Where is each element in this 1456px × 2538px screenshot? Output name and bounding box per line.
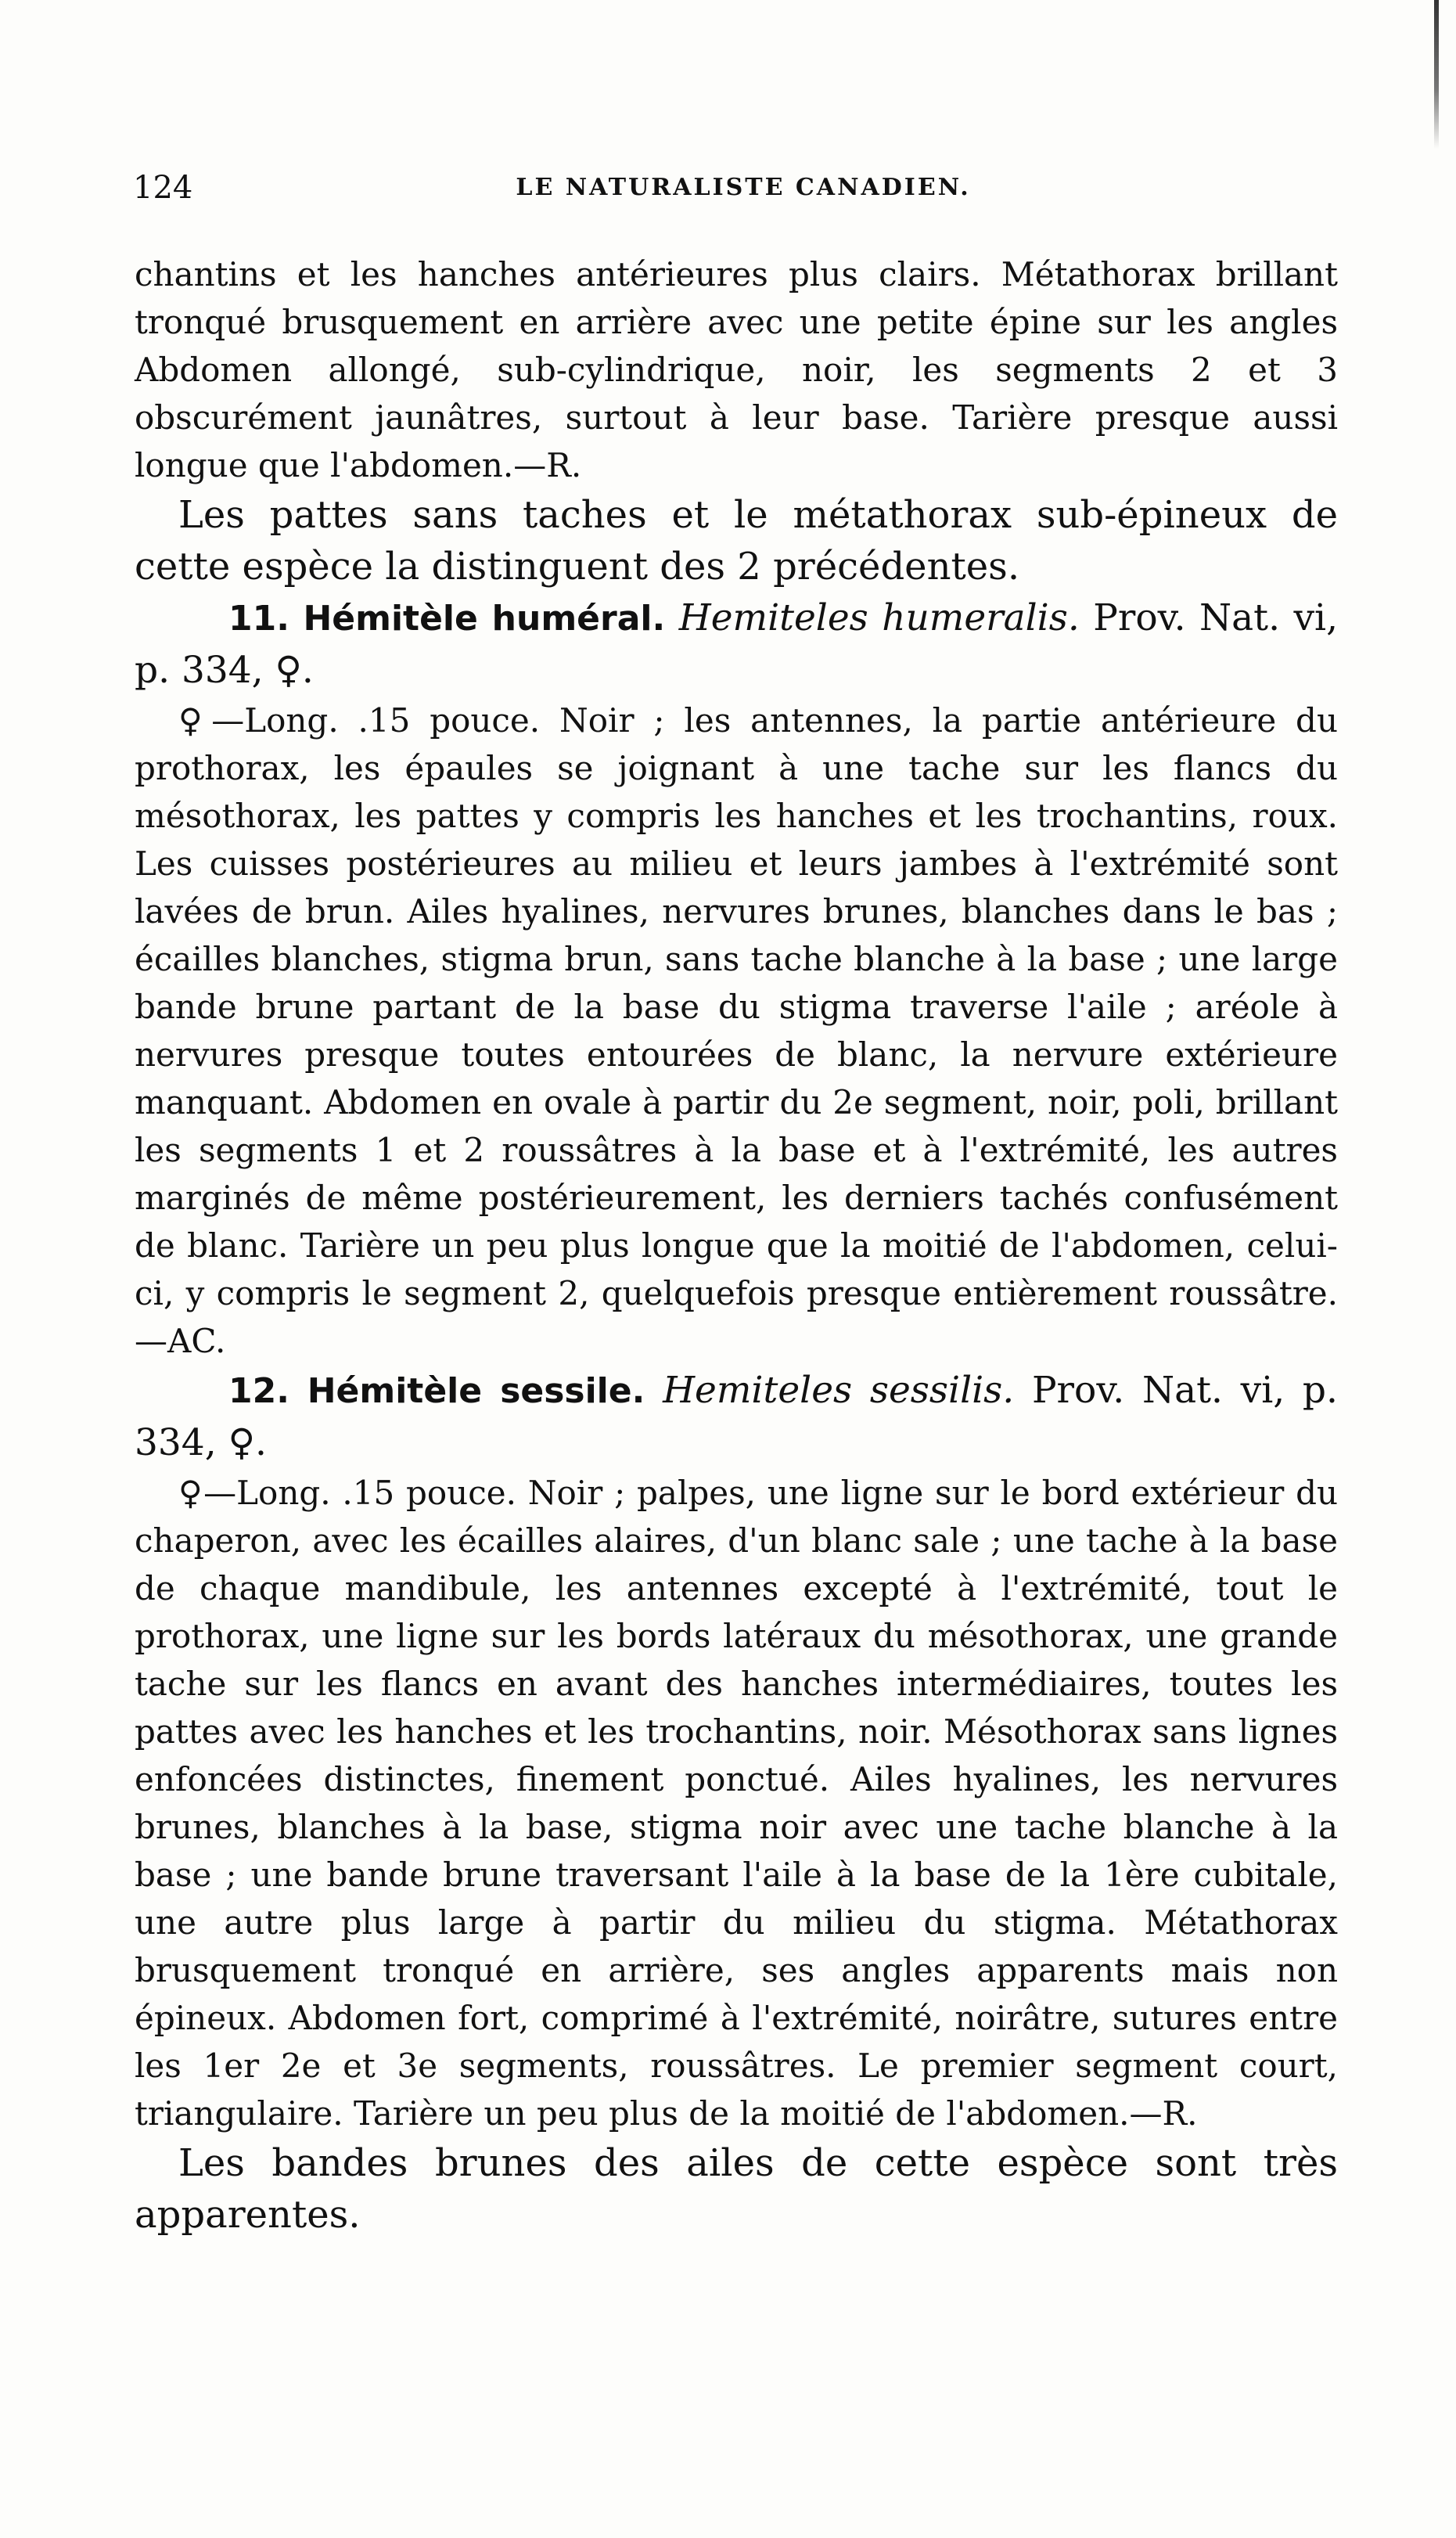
species-heading-11 bbox=[135, 592, 1338, 697]
page-number: 124 bbox=[133, 170, 193, 206]
species-scientific-name: Hemiteles sessilis. bbox=[663, 1369, 1015, 1412]
page-body bbox=[135, 250, 1338, 2241]
species-number: 12. bbox=[228, 1371, 289, 1411]
species-heading-12 bbox=[135, 1365, 1338, 1469]
page-edge-shadow bbox=[1434, 0, 1439, 149]
species-vernacular-name: Hémitèle sessile. bbox=[307, 1371, 645, 1411]
species-reference: Prov. Nat. vi, p. 334, ♀. bbox=[135, 1369, 1338, 1464]
page-header bbox=[133, 164, 1354, 211]
species-description-12: ♀—Long. .15 pouce. Noir ; palpes, une ligne sur le bord extérieur du chaperon, avec les écailles alaires, d'un blanc sale ; une tache à la base de chaque mandibule, les antennes excepté à l'extrémité, tout le prothorax, une ligne sur les bords latéraux du mésothorax, une grande tache sur les flancs en avant des hanches intermédiaires, toutes les pattes avec les hanches et les trochantins, noir. Mésothorax sans lignes enfoncées distinctes, finement ponctué. Ailes hyalines, les nervures brunes, blanches à la base, stigma noir avec une tache blanche à la base ; une bande brune traversant l'aile à la base de la 1ère cubitale, une autre plus large à partir du milieu du stigma. Métathorax brusquement tronqué en arrière, ses angles apparents mais non épineux. Abdomen fort, comprimé à l'extrémité, noirâtre, sutures entre les 1er 2e et 3e segments, roussâtres. Le premier segment court, triangulaire. Tarière un peu plus de la moitié de l'abdomen.—R. bbox=[135, 1474, 1338, 2133]
species-reference: Prov. Nat. vi, p. 334, ♀. bbox=[135, 596, 1339, 692]
paragraph-note-2: Les bandes brunes des ailes de cette espèce sont très apparentes. bbox=[135, 2141, 1338, 2237]
species-description-11: ♀—Long. .15 pouce. Noir ; les antennes, la partie antérieure du prothorax, les épaules se joignant à une tache sur les flancs du mésothorax, les pattes y compris les hanches et les trochantins, roux. Les cuisses postérieures au milieu et leurs jambes à l'extrémité sont lavées de brun. Ailes hyalines, nervures brunes, blanches dans le bas ; écailles blanches, stigma brun, sans tache blanche à la base ; une large bande brune partant de la base du stigma traverse l'aile ; aréole à nervures presque toutes entourées de blanc, la nervure extérieure manquant. Abdomen en ovale à partir du 2e segment, noir, poli, brillant les segments 1 et 2 roussâtres à la base et à l'extrémité, les autres marginés de même postérieurement, les derniers tachés confusément de blanc. Tarière un peu plus longue que la moitié de l'abdomen, celui-ci, y compris le segment 2, quelquefois presque entièrement roussâtre.—AC. bbox=[135, 701, 1338, 1360]
species-scientific-name: Hemiteles humeralis. bbox=[678, 596, 1080, 639]
species-number: 11. bbox=[228, 599, 289, 639]
paragraph-note-1: Les pattes sans taches et le métathorax sub-épineux de cette espèce la distinguent des 2 précédentes. bbox=[135, 493, 1338, 589]
species-vernacular-name: Hémitèle huméral. bbox=[303, 599, 666, 639]
running-title: LE NATURALISTE CANADIEN. bbox=[516, 174, 971, 201]
paragraph-continued: chantins et les hanches antérieures plus clairs. Métathorax brillant tronqué brusquement en arrière avec une petite épine sur les angles Abdomen allongé, sub-cylindrique, noir, les segments 2 et 3 obscurément jaunâtres, surtout à leur base. Tarière presque aussi longue que l'abdomen.—R. bbox=[135, 255, 1338, 484]
